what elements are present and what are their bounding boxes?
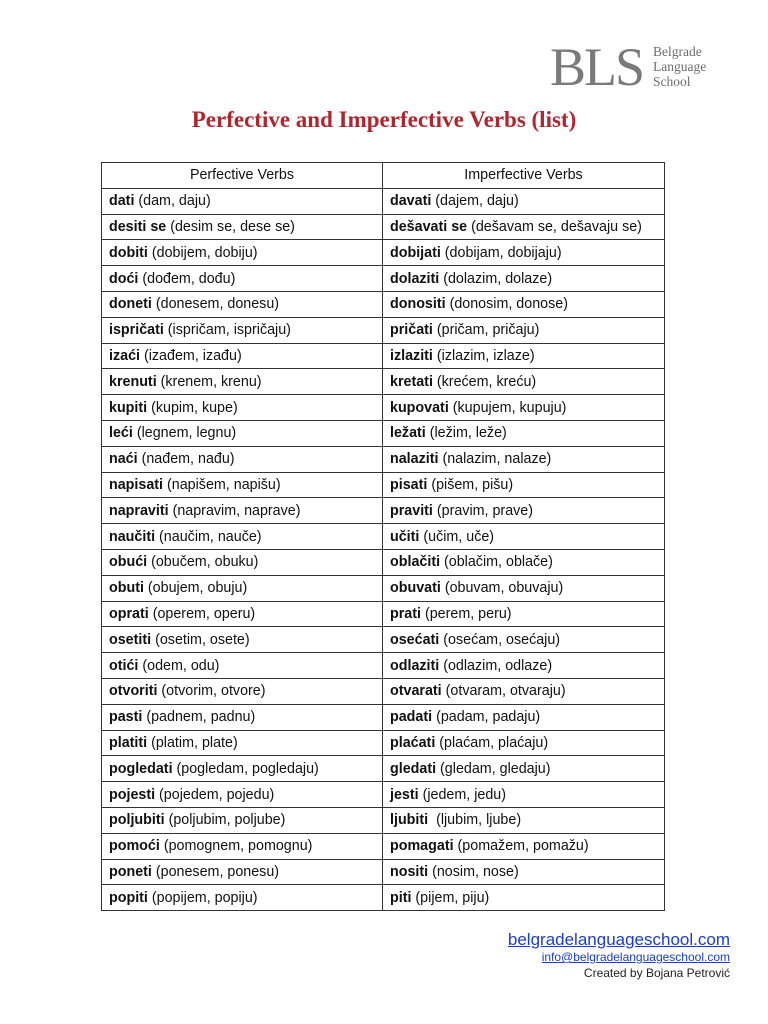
- verb-infinitive: platiti: [109, 734, 148, 751]
- perfective-cell: [102, 472, 383, 498]
- verb-forms: (plaćam, plaćaju): [435, 734, 549, 751]
- verb-forms: (pomognem, pomognu): [159, 838, 313, 855]
- table-row: [102, 549, 665, 575]
- imperfective-cell: [383, 266, 665, 292]
- verb-forms: (obujem, obuju): [143, 580, 248, 597]
- website-link[interactable]: belgradelanguageschool.com: [507, 930, 730, 949]
- verb-infinitive: izlaziti: [390, 347, 433, 364]
- table-row: [102, 833, 665, 859]
- verb-infinitive: pisati: [390, 476, 428, 493]
- verb-forms: (dolazim, dolaze): [439, 270, 553, 287]
- verb-infinitive: krenuti: [109, 373, 157, 390]
- verb-infinitive: otvoriti: [109, 683, 158, 700]
- verb-infinitive: ispričati: [109, 322, 164, 339]
- table-row: [102, 653, 665, 679]
- table-row: [102, 575, 665, 601]
- logo-line: School: [653, 74, 691, 89]
- verb-infinitive: kupovati: [390, 399, 449, 416]
- perfective-cell: [102, 575, 383, 601]
- table-row: [102, 885, 665, 911]
- imperfective-cell: [383, 601, 665, 627]
- verb-infinitive: plaćati: [390, 734, 436, 751]
- imperfective-cell: [383, 730, 665, 756]
- verb-forms: (pijem, piju): [411, 889, 490, 906]
- verb-forms: (poljubim, poljube): [164, 812, 286, 829]
- verb-forms: (desim se, dese se): [166, 218, 295, 235]
- column-header-imperfective: Imperfective Verbs: [383, 163, 665, 189]
- verb-forms: (otvaram, otvaraju): [441, 683, 566, 700]
- perfective-cell: [102, 549, 383, 575]
- imperfective-cell: [383, 704, 665, 730]
- email-link[interactable]: info@belgradelanguageschool.com: [541, 950, 730, 964]
- verb-infinitive: padati: [390, 709, 433, 726]
- table-row: [102, 601, 665, 627]
- verb-forms: (naučim, nauče): [155, 528, 262, 545]
- verb-infinitive: osećati: [390, 631, 440, 648]
- imperfective-cell: [383, 369, 665, 395]
- verb-forms: (platim, plate): [147, 734, 238, 751]
- verb-forms: (ljubim, ljube): [428, 812, 522, 829]
- verb-infinitive: pričati: [390, 322, 433, 339]
- verb-forms: (donesem, donesu): [151, 296, 280, 313]
- imperfective-cell: [383, 678, 665, 704]
- verb-forms: (osećam, osećaju): [439, 631, 561, 648]
- verb-infinitive: osetiti: [109, 631, 152, 648]
- verb-forms: (obučem, obuku): [147, 554, 259, 571]
- verb-infinitive: otići: [109, 657, 139, 674]
- table-row: [102, 782, 665, 808]
- table-header-row: [102, 163, 665, 189]
- perfective-cell: [102, 446, 383, 472]
- verb-infinitive: dolaziti: [390, 270, 440, 287]
- table-row: [102, 317, 665, 343]
- verb-forms: (jedem, jedu): [418, 786, 507, 803]
- imperfective-cell: [383, 859, 665, 885]
- verb-infinitive: nositi: [390, 863, 429, 880]
- verb-infinitive: ležati: [390, 425, 426, 442]
- verb-infinitive: nalaziti: [390, 451, 439, 468]
- verb-forms: (pomažem, pomažu): [453, 838, 589, 855]
- perfective-cell: [102, 524, 383, 550]
- imperfective-cell: [383, 549, 665, 575]
- verb-forms: (učim, uče): [419, 528, 495, 545]
- verb-forms: (popijem, popiju): [147, 889, 258, 906]
- verb-forms: (dešavam se, dešavaju se): [467, 218, 642, 235]
- table-row: [102, 627, 665, 653]
- perfective-cell: [102, 395, 383, 421]
- verb-infinitive: davati: [390, 193, 432, 210]
- verb-infinitive: otvarati: [390, 683, 442, 700]
- verb-infinitive: dešavati se: [390, 218, 468, 235]
- imperfective-cell: [383, 782, 665, 808]
- verb-forms: (dobijem, dobiju): [147, 244, 258, 261]
- verb-infinitive: naučiti: [109, 528, 156, 545]
- perfective-cell: [102, 266, 383, 292]
- logo-line: Language: [653, 59, 707, 74]
- imperfective-cell: [383, 885, 665, 911]
- verb-infinitive: doći: [109, 270, 139, 287]
- verb-infinitive: odlaziti: [390, 657, 440, 674]
- imperfective-cell: [383, 317, 665, 343]
- imperfective-cell: [383, 240, 665, 266]
- perfective-cell: [102, 885, 383, 911]
- verb-infinitive: izaći: [109, 347, 140, 364]
- table-row: [102, 472, 665, 498]
- verb-forms: (odlazim, odlaze): [439, 657, 553, 674]
- imperfective-cell: [383, 575, 665, 601]
- verb-infinitive: obući: [109, 554, 148, 571]
- verb-infinitive: pasti: [109, 709, 143, 726]
- verb-forms: (dobijam, dobijaju): [440, 244, 562, 261]
- imperfective-cell: [383, 627, 665, 653]
- verb-forms: (nosim, nose): [428, 863, 519, 880]
- perfective-cell: [102, 782, 383, 808]
- perfective-cell: [102, 704, 383, 730]
- verb-infinitive: dati: [109, 193, 135, 210]
- verb-forms: (nalazim, nalaze): [438, 451, 552, 468]
- verb-infinitive: popiti: [109, 889, 148, 906]
- perfective-cell: [102, 678, 383, 704]
- table-row: [102, 524, 665, 550]
- verb-forms: (osetim, osete): [151, 631, 250, 648]
- table-row: [102, 704, 665, 730]
- table-row: [102, 678, 665, 704]
- verb-forms: (pišem, pišu): [427, 476, 514, 493]
- perfective-cell: [102, 291, 383, 317]
- verb-infinitive: ljubiti: [390, 812, 429, 829]
- logo: [550, 37, 707, 97]
- verb-infinitive: piti: [390, 889, 412, 906]
- perfective-cell: [102, 214, 383, 240]
- perfective-cell: [102, 627, 383, 653]
- verb-forms: (dođem, dođu): [138, 270, 236, 287]
- verb-forms: (perem, peru): [420, 605, 512, 622]
- verb-forms: (dam, daju): [134, 193, 211, 210]
- verb-forms: (ponesem, ponesu): [151, 863, 280, 880]
- verb-forms: (operem, operu): [148, 605, 256, 622]
- imperfective-cell: [383, 188, 665, 214]
- perfective-cell: [102, 653, 383, 679]
- verb-infinitive: oblačiti: [390, 554, 441, 571]
- verb-infinitive: učiti: [390, 528, 420, 545]
- verbs-table: [101, 162, 665, 911]
- verb-infinitive: napisati: [109, 476, 164, 493]
- verb-infinitive: obuvati: [390, 580, 441, 597]
- verb-forms: (napišem, napišu): [163, 476, 281, 493]
- imperfective-cell: [383, 291, 665, 317]
- table-row: [102, 859, 665, 885]
- table-row: [102, 446, 665, 472]
- table-row: [102, 807, 665, 833]
- table-row: [102, 730, 665, 756]
- verb-forms: (oblačim, oblače): [440, 554, 553, 571]
- verb-infinitive: dobijati: [390, 244, 441, 261]
- verb-forms: (padam, padaju): [432, 709, 541, 726]
- verb-forms: (pogledam, pogledaju): [172, 760, 319, 777]
- verb-infinitive: desiti se: [109, 218, 167, 235]
- imperfective-cell: [383, 498, 665, 524]
- perfective-cell: [102, 240, 383, 266]
- table-row: [102, 395, 665, 421]
- table-row: [102, 343, 665, 369]
- imperfective-cell: [383, 214, 665, 240]
- verb-infinitive: dobiti: [109, 244, 148, 261]
- verb-infinitive: obuti: [109, 580, 144, 597]
- verb-infinitive: prati: [390, 605, 421, 622]
- perfective-cell: [102, 730, 383, 756]
- verb-infinitive: pomagati: [390, 838, 454, 855]
- imperfective-cell: [383, 343, 665, 369]
- logo-mark: BLS: [550, 37, 644, 97]
- verb-infinitive: pojesti: [109, 786, 156, 803]
- verb-forms: (obuvam, obuvaju): [440, 580, 564, 597]
- imperfective-cell: [383, 653, 665, 679]
- imperfective-cell: [383, 807, 665, 833]
- verb-forms: (pričam, pričaju): [432, 322, 540, 339]
- perfective-cell: [102, 498, 383, 524]
- perfective-cell: [102, 833, 383, 859]
- verb-forms: (donosim, donose): [445, 296, 568, 313]
- imperfective-cell: [383, 395, 665, 421]
- imperfective-cell: [383, 524, 665, 550]
- verb-infinitive: oprati: [109, 605, 149, 622]
- verb-forms: (krećem, kreću): [432, 373, 537, 390]
- logo-text: [653, 44, 706, 89]
- perfective-cell: [102, 188, 383, 214]
- verb-infinitive: poljubiti: [109, 812, 165, 829]
- verb-forms: (ležim, leže): [425, 425, 507, 442]
- perfective-cell: [102, 420, 383, 446]
- perfective-cell: [102, 859, 383, 885]
- table-row: [102, 240, 665, 266]
- imperfective-cell: [383, 420, 665, 446]
- perfective-cell: [102, 369, 383, 395]
- logo-line: Belgrade: [653, 44, 702, 59]
- verb-forms: (nađem, nađu): [137, 451, 235, 468]
- column-header-perfective: Perfective Verbs: [102, 163, 383, 189]
- table-row: [102, 188, 665, 214]
- verb-infinitive: kretati: [390, 373, 433, 390]
- verb-infinitive: pogledati: [109, 760, 173, 777]
- verb-infinitive: gledati: [390, 760, 437, 777]
- verb-forms: (izlazim, izlaze): [432, 347, 535, 364]
- table-row: [102, 756, 665, 782]
- verb-forms: (dajem, daju): [431, 193, 519, 210]
- verb-forms: (pojedem, pojedu): [155, 786, 275, 803]
- verb-forms: (odem, odu): [138, 657, 220, 674]
- perfective-cell: [102, 343, 383, 369]
- page-title: Perfective and Imperfective Verbs (list): [191, 107, 577, 132]
- footer: [508, 930, 730, 981]
- imperfective-cell: [383, 446, 665, 472]
- table-row: [102, 214, 665, 240]
- verb-forms: (gledam, gledaju): [436, 760, 551, 777]
- verb-infinitive: praviti: [390, 502, 433, 519]
- verb-forms: (kupim, kupe): [147, 399, 238, 416]
- verb-infinitive: naći: [109, 451, 138, 468]
- verb-infinitive: leći: [109, 425, 133, 442]
- verb-forms: (pravim, prave): [432, 502, 534, 519]
- verb-infinitive: doneti: [109, 296, 152, 313]
- perfective-cell: [102, 601, 383, 627]
- verb-forms: (krenem, krenu): [156, 373, 262, 390]
- table-row: [102, 291, 665, 317]
- verb-infinitive: napraviti: [109, 502, 169, 519]
- table-row: [102, 498, 665, 524]
- perfective-cell: [102, 756, 383, 782]
- perfective-cell: [102, 317, 383, 343]
- imperfective-cell: [383, 472, 665, 498]
- verb-forms: (napravim, naprave): [168, 502, 301, 519]
- verb-forms: (izađem, izađu): [140, 347, 242, 364]
- verb-infinitive: jesti: [390, 786, 419, 803]
- table-row: [102, 266, 665, 292]
- credit-text: Created by Bojana Petrović: [583, 966, 730, 980]
- verb-forms: (otvorim, otvore): [157, 683, 266, 700]
- verb-forms: (kupujem, kupuju): [448, 399, 567, 416]
- imperfective-cell: [383, 833, 665, 859]
- imperfective-cell: [383, 756, 665, 782]
- verb-infinitive: poneti: [109, 863, 152, 880]
- verb-infinitive: donositi: [390, 296, 446, 313]
- verb-forms: (ispričam, ispričaju): [163, 322, 291, 339]
- table-row: [102, 369, 665, 395]
- verb-infinitive: pomoći: [109, 838, 160, 855]
- verb-infinitive: kupiti: [109, 399, 148, 416]
- verb-forms: (padnem, padnu): [142, 709, 256, 726]
- verb-forms: (legnem, legnu): [132, 425, 237, 442]
- perfective-cell: [102, 807, 383, 833]
- table-row: [102, 420, 665, 446]
